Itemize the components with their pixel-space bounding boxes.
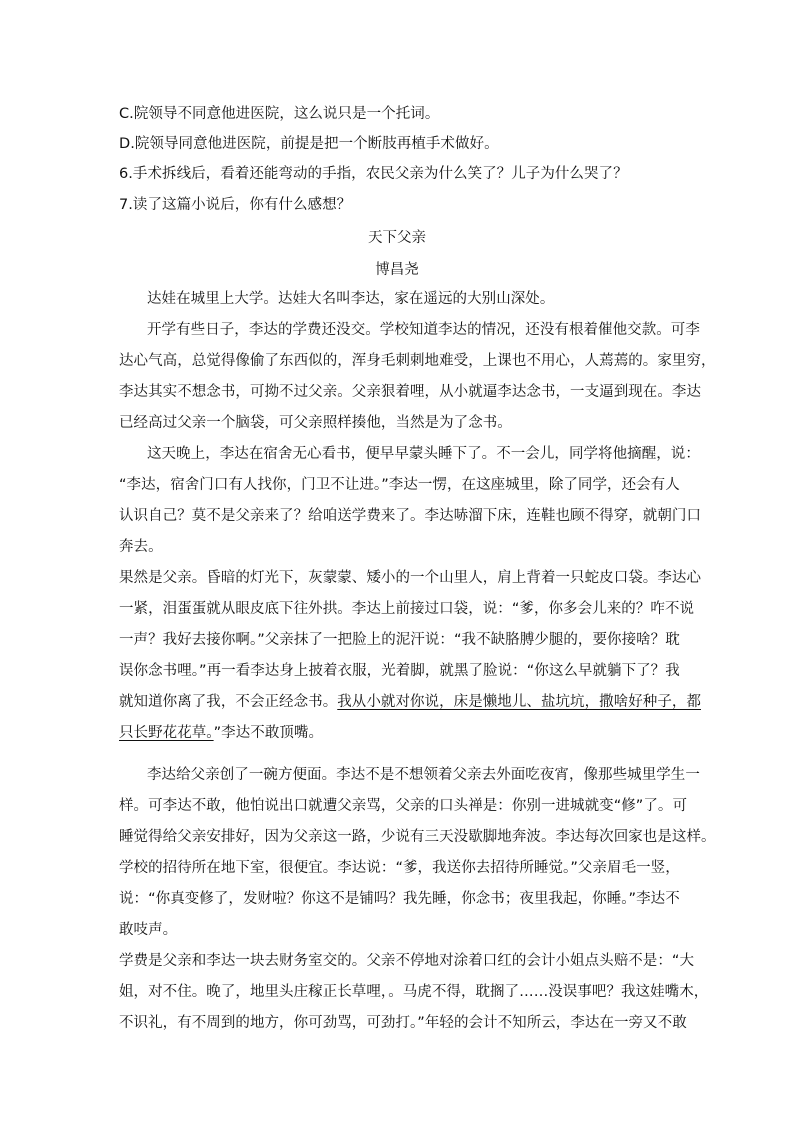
paragraph-line (119, 692, 701, 712)
paragraph-line: 学校的招待所在地下室，很便宜。李达说：“爹，我送你去招待所睡觉。”父亲眉毛一竖， (119, 860, 680, 876)
question-7: 7.读了这篇小说后，你有什么感想？ (119, 197, 352, 213)
paragraph-line: 样。可李达不敢，他怕说出口就遭父亲骂，父亲的口头禅是：你别一进城就变“修”了。可 (119, 798, 688, 814)
paragraph-line: 认识自己？莫不是父亲来了？给咱送学费来了。李达哧溜下床，连鞋也顾不得穿，就朝门口 (119, 508, 701, 524)
paragraph-line: 不识礼，有不周到的地方，你可劲骂，可劲打。”年轻的会计不知所云，李达在一旁又不敢 (119, 1015, 687, 1031)
story-author: 博昌尧 (375, 262, 419, 278)
paragraph-line: 李达其实不想念书，可拗不过父亲。父亲狠着哩，从小就逼李达念书，一支逼到现在。李达 (119, 384, 701, 400)
paragraph-line: “李达，宿舍门口有人找你，门卫不让进。”李达一愣，在这座城里，除了同学，还会有人 (119, 477, 680, 493)
paragraph-line: 果然是父亲。昏暗的灯光下，灰蒙蒙、矮小的一个山里人，肩上背着一只蛇皮口袋。李达心 (119, 570, 701, 586)
paragraph-line: 一紧，泪蛋蛋就从眼皮底下往外拱。李达上前接过口袋，说：“爹，你多会儿来的？咋不说 (119, 601, 695, 617)
underlined-sentence-end: 只长野花花草。 (119, 725, 214, 741)
paragraph-line: 学费是父亲和李达一块去财务室交的。父亲不停地对涂着口红的会计小姐点头赔不是：“大 (119, 953, 695, 969)
paragraph-line: 奔去。 (119, 539, 163, 555)
paragraph-line: 已经高过父亲一个脑袋，可父亲照样揍他，当然是为了念书。 (119, 415, 512, 431)
paragraph-line: 一声？我好去接你啊。”父亲抹了一把脸上的泥汗说：“我不缺胳膊少腿的，要你接啥？耽 (119, 632, 680, 648)
plain-text: ”李达不敢顶嘴。 (213, 725, 324, 741)
paragraph-line: 姐，对不住。晚了，地里头庄稼正长草哩，。马虎不得，耽搁了……没误事吧？我这娃嘴木， (119, 984, 709, 1000)
option-c: C.院领导不同意他进医院，这么说只是一个托词。 (119, 106, 440, 122)
paragraph-line: 敢吱声。 (119, 922, 178, 938)
paragraph-line: 达心气高，总觉得像偷了东西似的，浑身毛刺刺地难受，上课也不用心，人蔫蔫的。家里穷， (119, 353, 716, 369)
paragraph-line: 误你念书哩。”再一看李达身上披着衣服，光着脚，就黑了脸说：“你这么早就躺下了？我 (119, 663, 680, 679)
plain-text: 就知道你离了我，不会正经念书。 (119, 694, 338, 710)
paragraph-line (119, 723, 323, 743)
question-6: 6.手术拆线后，看着还能弯动的手指，农民父亲为什么笑了？儿子为什么哭了？ (119, 166, 628, 182)
paragraph-line: 李达给父亲创了一碗方便面。李达不是不想领着父亲去外面吃夜宵，像那些城里学生一 (147, 767, 700, 783)
paragraph-line: 睡觉得给父亲安排好，因为父亲这一路，少说有三天没歇脚地奔波。李达每次回家也是这样。 (119, 829, 716, 845)
paragraph-line: 说：“你真变修了，发财啦？你这不是铺吗？我先睡，你念书；夜里我起，你睡。”李达不 (119, 891, 680, 907)
underlined-sentence: 我从小就对你说，床是懒地儿、盐坑坑，撒啥好种子，都 (337, 694, 701, 710)
paragraph-line: 达娃在城里上大学。达娃大名叫李达，家在遥远的大别山深处。 (147, 291, 555, 307)
paragraph-line: 开学有些日子，李达的学费还没交。学校知道李达的情况，还没有根着催他交款。可李 (147, 322, 700, 338)
option-d: D.院领导同意他进医院，前提是把一个断肢再植手术做好。 (119, 136, 499, 152)
story-title: 天下父亲 (368, 230, 426, 246)
paragraph-line: 这天晚上，李达在宿舍无心看书，便早早蒙头睡下了。不一会儿，同学将他摘醒，说： (147, 446, 700, 462)
